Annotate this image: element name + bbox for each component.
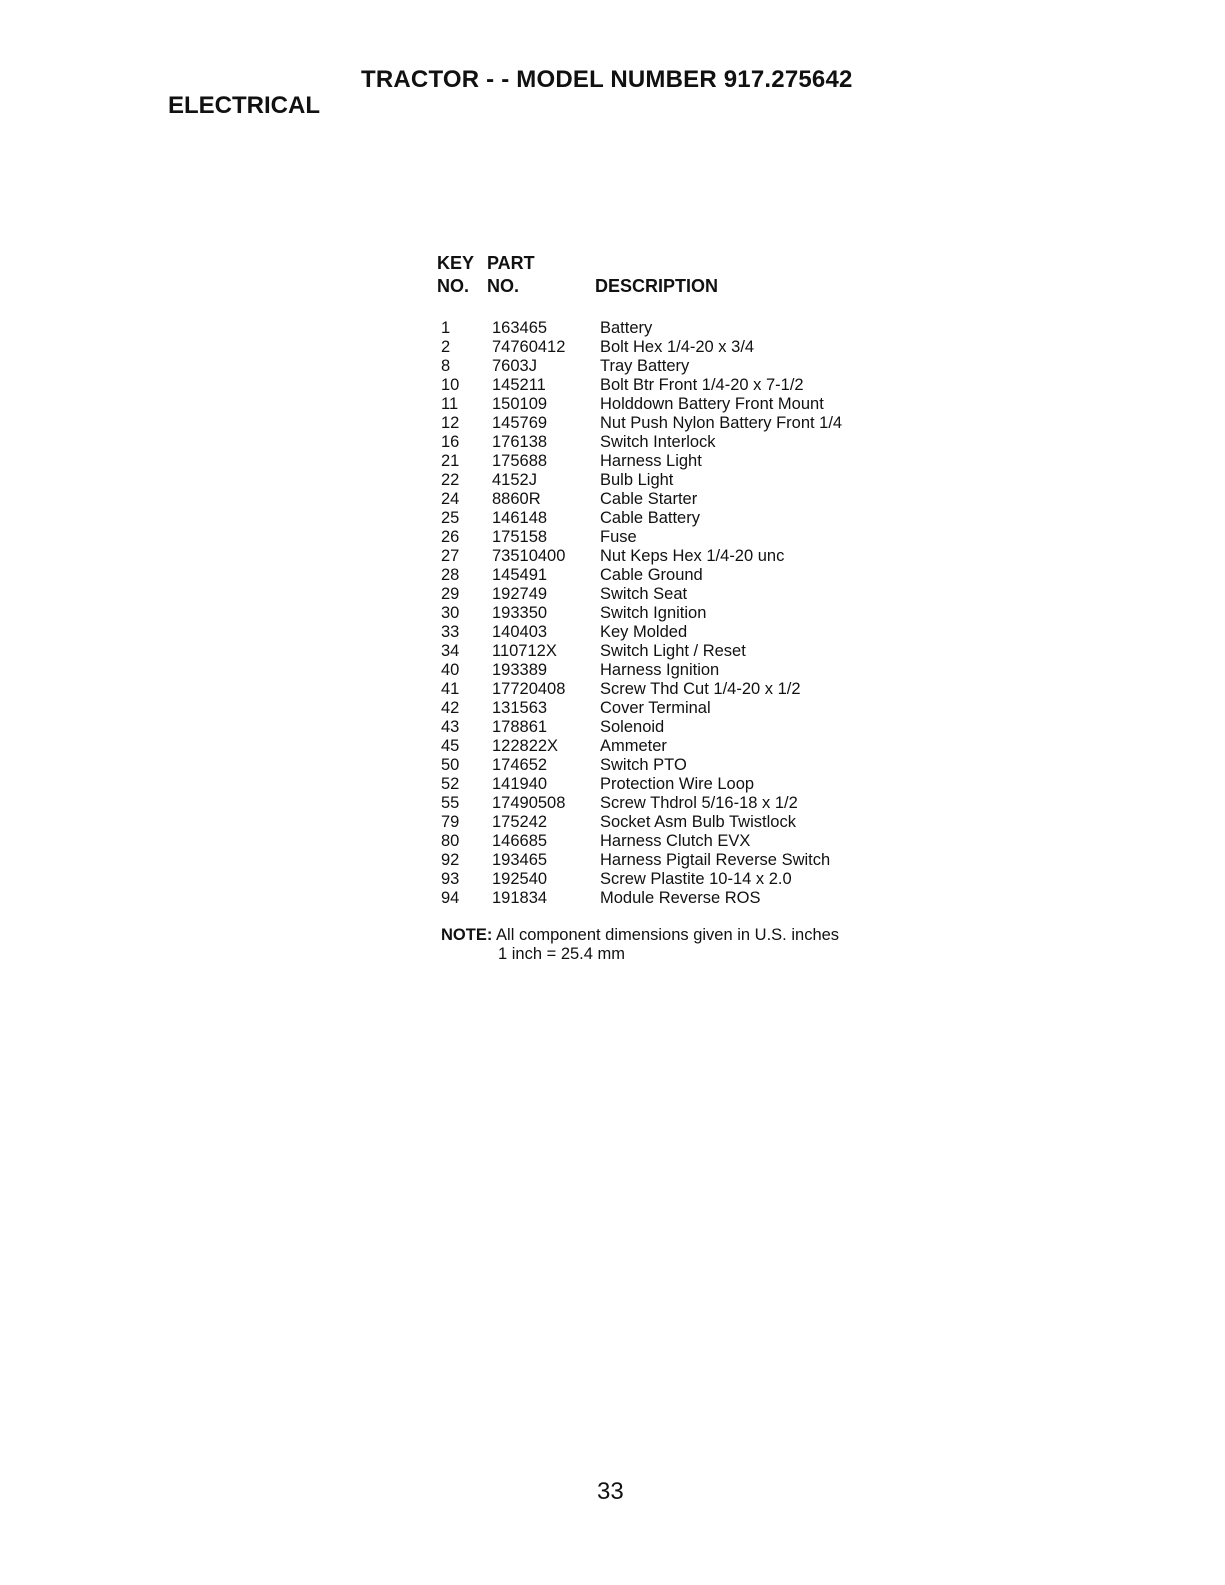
part-header-line1: PART [487, 253, 535, 273]
part-description: Tray Battery [600, 357, 690, 375]
part-description: Cable Starter [600, 490, 698, 508]
part-description: Holddown Battery Front Mount [600, 395, 824, 413]
part-number: 17490508 [492, 794, 566, 812]
part-description: Screw Plastite 10-14 x 2.0 [600, 870, 792, 888]
key-number: 26 [441, 528, 460, 546]
part-number: 131563 [492, 699, 548, 717]
part-description: Harness Ignition [600, 661, 720, 679]
part-number: 17720408 [492, 680, 566, 698]
key-number: 41 [441, 680, 460, 698]
key-number: 12 [441, 414, 460, 432]
part-number: 163465 [492, 319, 548, 337]
key-number: 10 [441, 376, 460, 394]
part-number: 73510400 [492, 547, 566, 565]
part-description: Harness Clutch EVX [600, 832, 751, 850]
part-description: Protection Wire Loop [600, 775, 755, 793]
part-number: 175158 [492, 528, 548, 546]
part-description: Nut Push Nylon Battery Front 1/4 [600, 414, 843, 432]
note-conversion: 1 inch = 25.4 mm [498, 945, 626, 963]
description-header: DESCRIPTION [595, 276, 719, 296]
part-number: 191834 [492, 889, 548, 907]
part-number: 4152J [492, 471, 537, 489]
key-number: 92 [441, 851, 460, 869]
part-number: 146148 [492, 509, 548, 527]
part-number: 7603J [492, 357, 537, 375]
part-number: 145491 [492, 566, 548, 584]
part-number: 140403 [492, 623, 548, 641]
part-description: Harness Light [600, 452, 702, 470]
part-number: 175242 [492, 813, 548, 831]
part-description: Switch PTO [600, 756, 687, 774]
part-number: 145769 [492, 414, 548, 432]
part-number: 74760412 [492, 338, 566, 356]
key-number: 45 [441, 737, 460, 755]
part-number: 110712X [492, 642, 557, 660]
key-number: 28 [441, 566, 460, 584]
part-number: 192749 [492, 585, 548, 603]
part-header-line2: NO. [487, 276, 520, 296]
note [441, 926, 839, 945]
page-number: 33 [597, 1478, 624, 1505]
part-description: Solenoid [600, 718, 665, 736]
key-number: 25 [441, 509, 460, 527]
part-description: Module Reverse ROS [600, 889, 761, 907]
key-number: 50 [441, 756, 460, 774]
part-description: Screw Thd Cut 1/4-20 x 1/2 [600, 680, 801, 698]
part-number: 122822X [492, 737, 559, 755]
part-description: Cable Battery [600, 509, 700, 527]
key-number: 94 [441, 889, 460, 907]
key-number: 1 [441, 319, 451, 337]
part-description: Ammeter [600, 737, 667, 755]
key-number: 8 [441, 357, 451, 375]
part-number: 174652 [492, 756, 548, 774]
key-number: 33 [441, 623, 460, 641]
key-number: 42 [441, 699, 460, 717]
part-description: Screw Thdrol 5/16-18 x 1/2 [600, 794, 798, 812]
part-description: Nut Keps Hex 1/4-20 unc [600, 547, 785, 565]
key-number: 43 [441, 718, 460, 736]
key-number: 79 [441, 813, 460, 831]
part-number: 145211 [492, 376, 546, 394]
key-number: 52 [441, 775, 460, 793]
part-description: Fuse [600, 528, 637, 546]
part-number: 141940 [492, 775, 548, 793]
part-number: 176138 [492, 433, 548, 451]
note-label: NOTE: [441, 926, 493, 944]
note-text: All component dimensions given in U.S. inches [496, 926, 840, 944]
key-number: 93 [441, 870, 460, 888]
part-number: 8860R [492, 490, 541, 508]
key-number: 24 [441, 490, 460, 508]
part-description: Switch Seat [600, 585, 688, 603]
key-header-line2: NO. [437, 276, 470, 296]
part-description: Socket Asm Bulb Twistlock [600, 813, 796, 831]
part-description: Bolt Btr Front 1/4-20 x 7-1/2 [600, 376, 804, 394]
key-number: 27 [441, 547, 460, 565]
key-number: 16 [441, 433, 460, 451]
part-number: 146685 [492, 832, 548, 850]
part-number: 193389 [492, 661, 548, 679]
part-description: Switch Interlock [600, 433, 716, 451]
key-number: 30 [441, 604, 460, 622]
part-number: 175688 [492, 452, 548, 470]
key-number: 2 [441, 338, 451, 356]
key-number: 55 [441, 794, 460, 812]
part-description: Cover Terminal [600, 699, 711, 717]
part-description: Bolt Hex 1/4-20 x 3/4 [600, 338, 755, 356]
page-title: TRACTOR - - MODEL NUMBER 917.275642 [361, 66, 853, 93]
key-number: 80 [441, 832, 460, 850]
key-number: 40 [441, 661, 460, 679]
part-description: Harness Pigtail Reverse Switch [600, 851, 831, 869]
part-description: Key Molded [600, 623, 688, 641]
section-title: ELECTRICAL [168, 92, 320, 119]
key-header-line1: KEY [437, 253, 475, 273]
key-number: 11 [441, 395, 459, 413]
part-description: Bulb Light [600, 471, 674, 489]
part-number: 178861 [492, 718, 548, 736]
key-number: 29 [441, 585, 460, 603]
part-number: 192540 [492, 870, 548, 888]
part-description: Battery [600, 319, 653, 337]
part-number: 193350 [492, 604, 548, 622]
key-number: 22 [441, 471, 460, 489]
part-number: 193465 [492, 851, 548, 869]
part-description: Switch Light / Reset [600, 642, 746, 660]
part-description: Switch Ignition [600, 604, 707, 622]
key-number: 21 [441, 452, 460, 470]
part-description: Cable Ground [600, 566, 703, 584]
key-number: 34 [441, 642, 460, 660]
part-number: 150109 [492, 395, 548, 413]
